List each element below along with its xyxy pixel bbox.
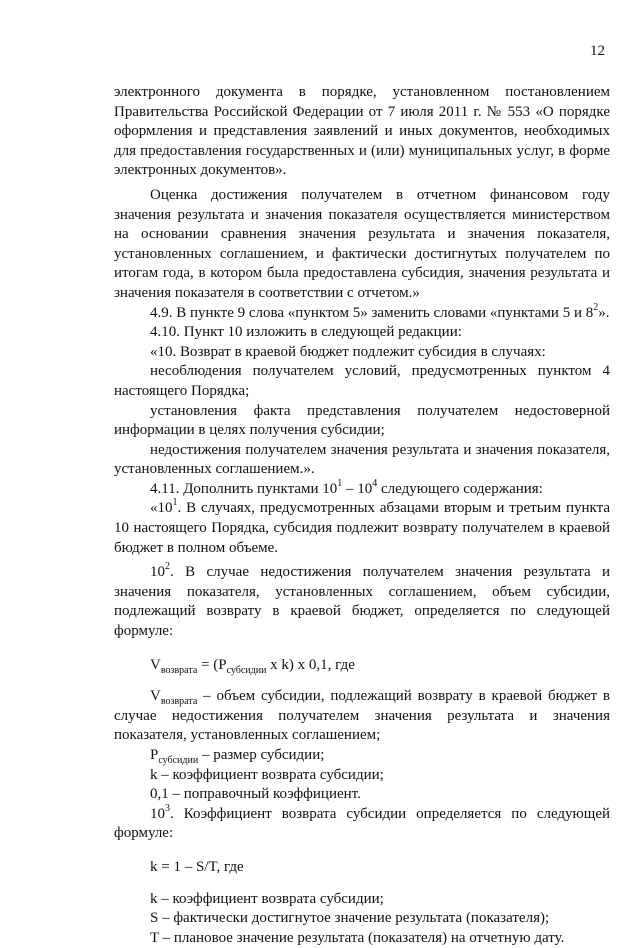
paragraph-case-false-info: установления факта представления получателем недостоверной информации в целях получения субсидии; bbox=[114, 402, 610, 439]
paragraph-4-9: 4.9. В пункте 9 слова «пунктом 5» заменить словами «пунктами 5 и $8^2$». bbox=[150, 301, 610, 321]
paragraph-case-not-achieved: недостижения получателем значения результата и значения показателя, установленных соглашением.». bbox=[114, 441, 610, 478]
paragraph-4-11: 4.11. Дополнить пунктами $10^1 - 10^4$ следующего содержания: bbox=[150, 477, 543, 497]
paragraph-definition-k2: k – коэффициент возврата субсидии; bbox=[150, 890, 384, 907]
paragraph-definition-t: T – плановое значение результата (показателя) на отчетную дату. bbox=[150, 929, 565, 946]
page-number: 12 bbox=[590, 43, 605, 59]
paragraph-definition-v: $V_{возврата}$ – объем субсидии, подлежащий возврату в краевой бюджет в случае недостижения получателем значения результата и значения показателя, установленных соглашением; bbox=[114, 688, 610, 744]
paragraph-definition-coefficient: 0,1 – поправочный коэффициент. bbox=[150, 786, 361, 803]
paragraph-10-3: $10^3$. Коэффициент возврата субсидии определяется по следующей формуле: bbox=[114, 802, 610, 842]
paragraph-assessment: Оценка достижения получателем в отчетном финансовом году значения результата и значения показателя осуществляется министерством на основании сравнения значения результата и значения показателя, установленных соглашением, и фактически достигнутых получателем по итогам года, в котором была предоставлена субсидия, значения результата и значения показателя в соответствии с отчетом.» bbox=[114, 186, 610, 301]
paragraph-10-1: «$10^1$. В случаях, предусмотренных абзацами вторым и третьим пункта 10 настоящего Порядка, субсидия подлежит возврату получателем в краевой бюджет в полном объеме. bbox=[114, 497, 610, 556]
paragraph-definition-p: $P_{субсидии}$ – размер субсидии; bbox=[150, 747, 325, 766]
paragraph-definition-s: S – фактически достигнутое значение результата (показателя); bbox=[150, 910, 550, 927]
paragraph-electronic-document: электронного документа в порядке, установленном постановлением Правительства Российской Федерации от 7 июля 2011 г. № 553 «О порядке оформления и представления заявлений и иных документов, необходимых для предоставления государственных и (или) муниципальных услуг, в форме электронных документов». bbox=[114, 84, 610, 179]
formula-refund-coefficient: k = 1 – S/T, где bbox=[150, 858, 244, 875]
paragraph-case-noncompliance: несоблюдения получателем условий, предусмотренных пунктом 4 настоящего Порядка; bbox=[114, 363, 610, 399]
paragraph-definition-k: k – коэффициент возврата субсидии; bbox=[150, 766, 384, 783]
paragraph-10-refund: «10. Возврат в краевой бюджет подлежит субсидия в случаях: bbox=[150, 343, 546, 360]
paragraph-10-2: $10^2$. В случае недостижения получателем значения результата и значения показателя, установленных соглашением, объем субсидии, подлежащий возврату в краевой бюджет, определяется по следующей формуле: bbox=[114, 561, 610, 640]
paragraph-4-10: 4.10. Пункт 10 изложить в следующей редакции: bbox=[150, 324, 462, 341]
document-body bbox=[114, 83, 610, 948]
formula-refund-volume: $V_{возврата} = (P_{субсидии}$ x k) x 0,1, где bbox=[150, 656, 355, 676]
